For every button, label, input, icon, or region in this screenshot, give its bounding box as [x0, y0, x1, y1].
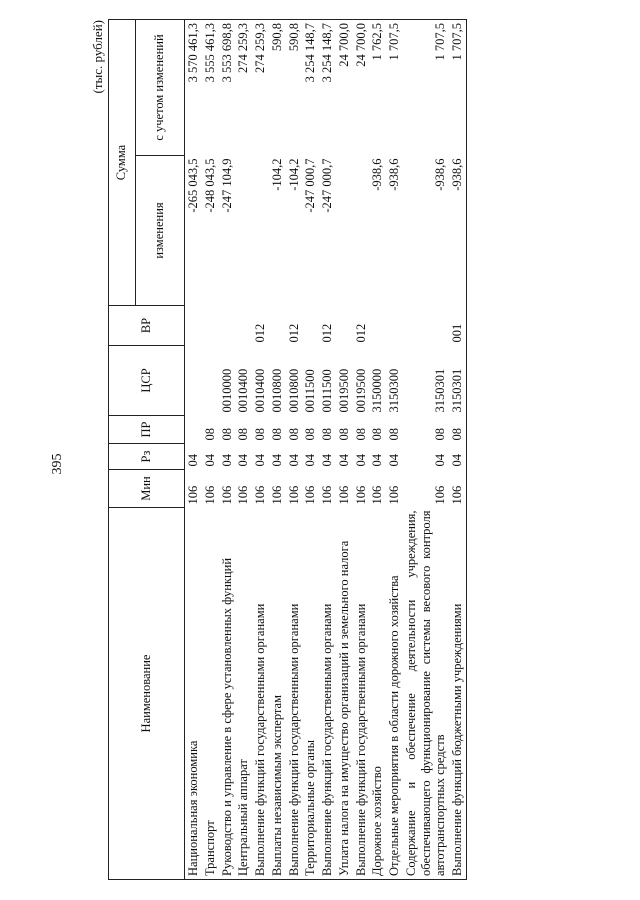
table-row [449, 20, 466, 880]
row-rz: 04 [433, 454, 448, 467]
row-vr [302, 306, 319, 346]
row-total: 1 707,5 [386, 20, 403, 156]
row-vr [185, 306, 202, 346]
table-row [302, 20, 319, 880]
row-pr: 08 [336, 428, 351, 441]
row-csr: 3150301 [433, 368, 448, 413]
row-vr: 012 [353, 323, 368, 343]
row-csr: 0019500 [336, 368, 351, 413]
table-row [202, 20, 219, 880]
row-total: 3 555 461,3 [202, 20, 219, 156]
row-vr: 012 [253, 323, 267, 343]
row-pr: 08 [219, 428, 234, 441]
header-rz: Рз [109, 444, 185, 470]
row-rz: 04 [336, 454, 351, 467]
row-vr [202, 306, 219, 346]
row-min: 106 [336, 485, 351, 505]
row-min: 106 [433, 485, 448, 505]
row-min: 106 [320, 485, 334, 505]
row-rz: 04 [219, 454, 234, 467]
row-changes: -938,6 [387, 158, 401, 191]
row-name: Выполнение функций государственными органами [286, 508, 303, 880]
row-vr [336, 306, 353, 346]
row-changes: -104,2 [286, 158, 301, 191]
row-min: 106 [303, 485, 318, 505]
row-total: 3 254 148,7 [319, 20, 336, 156]
row-total: 1 707,5 [449, 20, 466, 156]
table-body [185, 20, 467, 880]
row-name: Выполнение функций бюджетными учреждениями [449, 508, 466, 880]
row-min: 106 [202, 485, 217, 505]
row-pr: 08 [202, 428, 217, 441]
header-sum: Сумма [109, 20, 136, 306]
table-row [319, 20, 336, 880]
row-total: 24 700,0 [336, 20, 353, 156]
row-vr: 001 [449, 306, 466, 346]
row-name: Выплаты независимым экспертам [269, 508, 286, 880]
row-name: Национальная экономика [185, 508, 202, 880]
row-pr: 08 [303, 428, 318, 441]
row-min: 106 [269, 485, 284, 505]
row-min: 106 [387, 485, 401, 505]
row-csr [185, 346, 202, 416]
row-changes [235, 156, 252, 306]
row-name: Выполнение функций государственными органами [319, 508, 336, 880]
row-min: 106 [219, 485, 234, 505]
row-vr [219, 306, 236, 346]
row-pr: 08 [269, 428, 284, 441]
row-changes: -247 000,7 [320, 158, 334, 213]
row-rz: 04 [269, 454, 284, 467]
row-rz: 04 [236, 454, 251, 467]
row-pr: 08 [286, 428, 301, 441]
row-vr [386, 306, 403, 346]
header-vr: ВР [109, 306, 185, 346]
row-name: Дорожное хозяйство [369, 508, 386, 880]
page-number: 395 [50, 453, 65, 475]
row-rz: 04 [387, 454, 401, 467]
row-total: 1 762,5 [369, 20, 386, 156]
row-vr [369, 306, 386, 346]
row-csr: 3150301 [449, 346, 466, 416]
row-changes: -938,6 [433, 158, 448, 191]
row-name: Руководство и управление в сфере установленных функций [219, 508, 236, 880]
row-min: 106 [353, 485, 368, 505]
row-min: 106 [449, 470, 466, 508]
row-pr: 08 [236, 428, 251, 441]
row-rz: 04 [286, 454, 301, 467]
row-changes [353, 156, 370, 306]
budget-table [108, 19, 467, 880]
row-pr: 08 [320, 428, 334, 441]
rotated-table-page [90, 20, 610, 880]
row-csr: 0011500 [303, 369, 318, 413]
table-row [219, 20, 236, 880]
row-rz: 04 [449, 444, 466, 470]
row-changes: -247 000,7 [303, 158, 318, 213]
row-csr: 0010000 [219, 368, 234, 413]
row-changes: -104,2 [269, 158, 284, 191]
row-total: 274 259,3 [252, 20, 269, 156]
row-rz: 04 [353, 454, 368, 467]
row-name: Уплата налога на имущество организаций и земельного налога [336, 508, 353, 880]
row-total: 24 700,0 [353, 20, 370, 156]
row-pr: 08 [433, 428, 448, 441]
row-rz: 04 [202, 454, 217, 467]
row-name: Выполнение функций государственными органами [353, 508, 370, 880]
row-rz: 04 [320, 454, 334, 467]
header-csr: ЦСР [109, 346, 185, 416]
row-csr: 3150300 [387, 368, 401, 413]
row-vr: 012 [320, 323, 334, 343]
row-pr [185, 416, 202, 444]
row-total: 3 570 461,3 [185, 20, 202, 156]
table-row [252, 20, 269, 880]
row-csr: 0019500 [353, 368, 368, 413]
row-changes: -265 043,5 [186, 158, 200, 213]
table-row [353, 20, 370, 880]
row-pr: 08 [253, 428, 267, 441]
row-changes: -938,6 [370, 158, 385, 191]
table-row [269, 20, 286, 880]
row-name: Территориальные органы [302, 508, 319, 880]
header-changes: изменения [136, 156, 185, 306]
row-pr: 08 [387, 428, 401, 441]
row-vr [403, 306, 449, 346]
row-changes [336, 156, 353, 306]
row-csr: 0010400 [253, 368, 267, 413]
row-pr: 08 [353, 428, 368, 441]
row-total: 590,8 [269, 20, 286, 156]
row-min: 106 [253, 485, 267, 505]
table-row [286, 20, 303, 880]
row-csr: 3150000 [370, 368, 385, 413]
header-with-changes: с учетом изменений [136, 20, 185, 156]
row-csr: 0010400 [236, 368, 251, 413]
row-csr [202, 346, 219, 416]
row-total: 3 254 148,7 [302, 20, 319, 156]
unit-note: (тыс. рублей) [90, 20, 105, 94]
row-changes: -938,6 [449, 156, 466, 306]
table-row [369, 20, 386, 880]
row-rz: 04 [370, 454, 385, 467]
row-pr: 08 [370, 428, 385, 441]
row-vr [269, 306, 286, 346]
row-min: 106 [286, 485, 301, 505]
row-csr: 0010800 [269, 368, 284, 413]
row-changes: -247 104,9 [219, 158, 234, 213]
row-pr: 08 [449, 416, 466, 444]
header-pr: ПР [109, 416, 185, 444]
row-name: Выполнение функций государственными органами [252, 508, 269, 880]
row-name: Отдельные мероприятия в области дорожного хозяйства [386, 508, 403, 880]
row-total: 1 707,5 [403, 20, 449, 156]
row-csr: 0010800 [286, 368, 301, 413]
table-row [185, 20, 202, 880]
row-changes [252, 156, 269, 306]
row-name: Транспорт [202, 508, 219, 880]
row-rz: 04 [253, 454, 267, 467]
row-total: 590,8 [286, 20, 303, 156]
row-min: 106 [186, 485, 200, 505]
row-csr: 0011500 [320, 369, 334, 413]
header-name: Наименование [109, 508, 185, 880]
row-vr: 012 [286, 323, 301, 343]
row-min: 106 [236, 485, 251, 505]
table-row [386, 20, 403, 880]
row-total: 274 259,3 [235, 20, 252, 156]
table-row [235, 20, 252, 880]
row-name: Содержание и обеспечение деятельности учреждения, обеспечивающего функционирование системы весового контроля автотранспортных средств [403, 508, 449, 880]
table-row [336, 20, 353, 880]
row-vr [235, 306, 252, 346]
table-row [403, 20, 449, 880]
row-changes: -248 043,5 [202, 158, 217, 213]
row-min: 106 [370, 485, 385, 505]
row-total: 3 553 698,8 [219, 20, 236, 156]
row-rz: 04 [303, 454, 318, 467]
header-min: Мин [109, 470, 185, 508]
row-name: Центральный аппарат [235, 508, 252, 880]
row-rz: 04 [186, 454, 200, 467]
